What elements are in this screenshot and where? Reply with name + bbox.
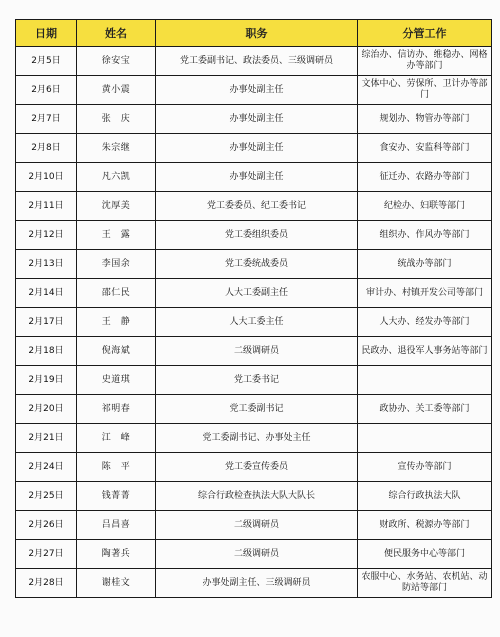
name-cell: 钱菁菁: [77, 482, 156, 511]
table-row: [16, 134, 492, 163]
header-row: [16, 20, 492, 47]
responsibility-cell: 政协办、关工委等部门: [358, 395, 492, 424]
date-cell: 2月8日: [16, 134, 77, 163]
table-row: [16, 337, 492, 366]
position-cell: 二级调研员: [156, 337, 358, 366]
name-cell: 王 露: [77, 221, 156, 250]
table-row: [16, 569, 492, 598]
responsibility-cell: 审计办、村镇开发公司等部门: [358, 279, 492, 308]
responsibility-cell: 便民服务中心等部门: [358, 540, 492, 569]
name-cell: 王 静: [77, 308, 156, 337]
name-cell: 谢桂文: [77, 569, 156, 598]
date-column-header: 日期: [16, 20, 77, 47]
position-cell: 综合行政检查执法大队大队长: [156, 482, 358, 511]
position-cell: 办事处副主任: [156, 134, 358, 163]
responsibility-cell: 综合行政执法大队: [358, 482, 492, 511]
position-cell: 人大工委副主任: [156, 279, 358, 308]
name-cell: 邵仁民: [77, 279, 156, 308]
responsibility-cell: [358, 424, 492, 453]
position-cell: 党工委统战委员: [156, 250, 358, 279]
responsibility-cell: 文体中心、劳保所、卫计办等部门: [358, 76, 492, 105]
position-cell: 人大工委主任: [156, 308, 358, 337]
table-row: [16, 366, 492, 395]
table-row: [16, 47, 492, 76]
position-cell: 二级调研员: [156, 511, 358, 540]
responsibility-cell: 宣传办等部门: [358, 453, 492, 482]
name-cell: 吕昌喜: [77, 511, 156, 540]
name-cell: 江 峰: [77, 424, 156, 453]
position-cell: 党工委宣传委员: [156, 453, 358, 482]
position-cell: 二级调研员: [156, 540, 358, 569]
date-cell: 2月18日: [16, 337, 77, 366]
date-cell: 2月7日: [16, 105, 77, 134]
position-cell: 党工委副书记、办事处主任: [156, 424, 358, 453]
table-row: [16, 540, 492, 569]
name-cell: 祁明春: [77, 395, 156, 424]
table-row: [16, 105, 492, 134]
table-row: [16, 192, 492, 221]
position-cell: 党工委副书记、政法委员、三级调研员: [156, 47, 358, 76]
responsibility-column-header: 分管工作: [358, 20, 492, 47]
table-header: [16, 20, 492, 47]
responsibility-cell: 纪检办、妇联等部门: [358, 192, 492, 221]
table-row: [16, 453, 492, 482]
date-cell: 2月10日: [16, 163, 77, 192]
table-row: [16, 395, 492, 424]
responsibility-cell: 征迁办、农路办等部门: [358, 163, 492, 192]
name-cell: 徐安宝: [77, 47, 156, 76]
name-cell: 黄小震: [77, 76, 156, 105]
responsibility-cell: 统战办等部门: [358, 250, 492, 279]
responsibility-cell: 组织办、作风办等部门: [358, 221, 492, 250]
table-row: [16, 76, 492, 105]
responsibility-cell: 综治办、信访办、维稳办、网格办等部门: [358, 47, 492, 76]
table-row: [16, 250, 492, 279]
date-cell: 2月26日: [16, 511, 77, 540]
name-cell: 史道琪: [77, 366, 156, 395]
name-cell: 朱宗继: [77, 134, 156, 163]
table-row: [16, 308, 492, 337]
name-cell: 倪海斌: [77, 337, 156, 366]
position-cell: 办事处副主任: [156, 163, 358, 192]
name-cell: 李国余: [77, 250, 156, 279]
name-cell: 沈厚美: [77, 192, 156, 221]
date-cell: 2月20日: [16, 395, 77, 424]
date-cell: 2月24日: [16, 453, 77, 482]
date-cell: 2月21日: [16, 424, 77, 453]
responsibility-cell: 规划办、物管办等部门: [358, 105, 492, 134]
position-cell: 办事处副主任: [156, 76, 358, 105]
date-cell: 2月12日: [16, 221, 77, 250]
date-cell: 2月27日: [16, 540, 77, 569]
name-cell: 陶著兵: [77, 540, 156, 569]
date-cell: 2月11日: [16, 192, 77, 221]
position-cell: 党工委书记: [156, 366, 358, 395]
position-cell: 办事处副主任: [156, 105, 358, 134]
position-cell: 党工委委员、纪工委书记: [156, 192, 358, 221]
table-row: [16, 482, 492, 511]
name-cell: 陈 平: [77, 453, 156, 482]
date-cell: 2月5日: [16, 47, 77, 76]
responsibility-cell: 民政办、退役军人事务站等部门: [358, 337, 492, 366]
duty-roster-table: [15, 19, 492, 598]
date-cell: 2月13日: [16, 250, 77, 279]
responsibility-cell: 人大办、经发办等部门: [358, 308, 492, 337]
date-cell: 2月14日: [16, 279, 77, 308]
position-column-header: 职务: [156, 20, 358, 47]
date-cell: 2月17日: [16, 308, 77, 337]
responsibility-cell: [358, 366, 492, 395]
name-column-header: 姓名: [77, 20, 156, 47]
date-cell: 2月6日: [16, 76, 77, 105]
date-cell: 2月19日: [16, 366, 77, 395]
date-cell: 2月28日: [16, 569, 77, 598]
responsibility-cell: 农服中心、水务站、农机站、动防站等部门: [358, 569, 492, 598]
table-row: [16, 221, 492, 250]
name-cell: 凡六凯: [77, 163, 156, 192]
table-row: [16, 279, 492, 308]
date-cell: 2月25日: [16, 482, 77, 511]
responsibility-cell: 食安办、安监科等部门: [358, 134, 492, 163]
table-body: [16, 47, 492, 598]
name-cell: 张 庆: [77, 105, 156, 134]
table-row: [16, 163, 492, 192]
table-row: [16, 424, 492, 453]
position-cell: 党工委组织委员: [156, 221, 358, 250]
position-cell: 办事处副主任、三级调研员: [156, 569, 358, 598]
table-row: [16, 511, 492, 540]
responsibility-cell: 财政所、税源办等部门: [358, 511, 492, 540]
position-cell: 党工委副书记: [156, 395, 358, 424]
